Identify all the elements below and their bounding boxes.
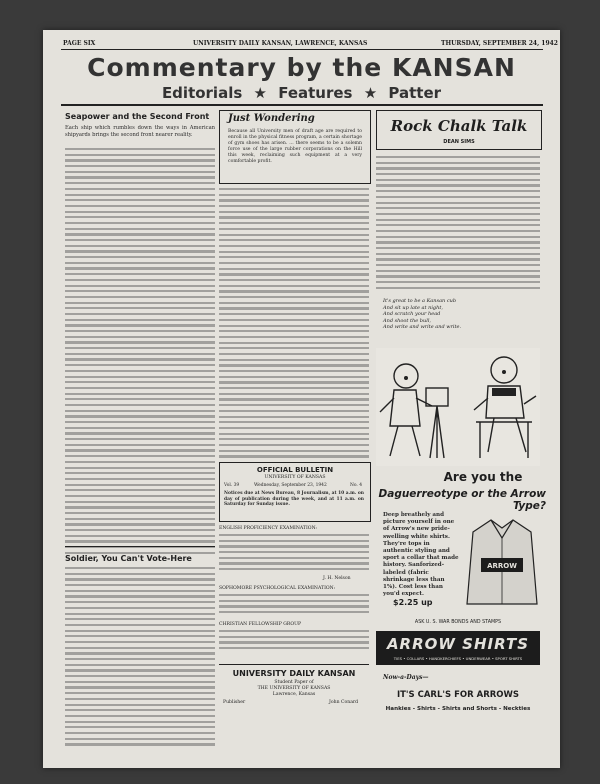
masthead-sections: [43, 84, 560, 102]
ad-headline-2: Daguerreotype or the Arrow Type?: [378, 488, 546, 512]
carls-subline: Hankies - Shirts - Shirts and Shorts - Neckties: [385, 706, 531, 712]
folio-page: PAGE SIX: [63, 40, 96, 47]
ad-copy: Deep breathely and picture yourself in one of Arrow's new pride-swelling white shirts. They're tops in authentic styling and sport a collar that made history. Sanforized-labeled (fabric shrinkage less than 1%). Cost less than you'd expect.: [383, 512, 459, 598]
bulletin-item: SOPHOMORE PSYCHOLOGICAL EXAMINATION:: [219, 586, 336, 591]
folio-paper: UNIVERSITY DAILY KANSAN, LAWRENCE, KANSAS: [193, 40, 368, 47]
star-icon: ★: [363, 84, 378, 102]
just-wondering-text: Because all University men of draft age are required to enroll in the physical fitness program, a certain shortage of gym shoes has arisen. ... there seems to be a solemn force use of the large rubber corporations on the Hill this week, reclaiming such equipment at a very comfortable profit.: [228, 129, 362, 164]
seapower-lead: Each ship which rumbles down the ways in American shipyards brings the second front nearer reality.: [65, 125, 215, 138]
poem-line: And shoot the bull,: [383, 317, 432, 324]
kansan-box: [219, 664, 369, 715]
bulletin-item: ENGLISH PROFICIENCY EXAMINATION:: [219, 526, 317, 531]
poem-line: It's great to be a Kansan cub: [383, 298, 457, 304]
bulletin-note: Notices due at News Bureau, 8 Journalism, at 10 a.m. on day of publication during the week, and at 11 a.m. on Saturday for Sunday issue.: [224, 491, 364, 508]
official-bulletin-box: [219, 462, 371, 522]
publisher-label: Publisher: [223, 700, 246, 705]
bulletin-vol: Vol. 39: [224, 483, 240, 488]
column-divider: [65, 546, 215, 547]
seapower-headline: Seapower and the Second Front: [65, 112, 210, 121]
rock-chalk-body: [376, 156, 540, 293]
ad-headline-1: Are you the: [443, 470, 523, 484]
newspaper-page: [43, 30, 560, 768]
bulletin-body: [219, 630, 369, 653]
rock-chalk-talk-box: [376, 110, 542, 150]
shirt-label: ARROW: [487, 562, 517, 570]
masthead-title: Commentary by the KANSAN: [87, 53, 516, 82]
arrow-ad-illustration: [376, 348, 540, 466]
soldier-headline: Soldier, You Can't Vote-Here: [65, 554, 192, 563]
rock-chalk-poem: [383, 298, 533, 331]
section-editorials: Editorials: [161, 84, 243, 102]
star-icon: ★: [253, 84, 267, 102]
soldier-body: [65, 567, 215, 749]
arrow-shirts-sub: TIES • COLLARS • HANDKERCHIEFS • UNDERWEAR • SPORT SHIRTS: [393, 656, 523, 661]
kansan-title: UNIVERSITY DAILY KANSAN: [232, 669, 356, 678]
arrow-shirts-label: ARROW SHIRTS: [386, 635, 530, 653]
bulletin-date: Wednesday, September 23, 1942: [254, 483, 327, 488]
poem-line: And sit up late at night,: [383, 304, 443, 311]
now-a-days-label: Now-a-Days—: [383, 674, 429, 681]
just-wondering-box: [219, 110, 371, 184]
bulletin-signature: J. H. Nelson: [323, 576, 351, 581]
bulletin-body: [219, 594, 369, 617]
section-features: Features: [278, 84, 353, 102]
kansan-line1: Student Paper of: [274, 680, 314, 685]
carls-headline: IT'S CARL'S FOR ARROWS: [396, 690, 520, 700]
kansan-line2: THE UNIVERSITY OF KANSAS: [257, 686, 331, 691]
war-bonds-line: ASK U. S. WAR BONDS AND STAMPS: [414, 620, 502, 625]
rock-chalk-byline: DEAN SIMS: [443, 139, 475, 145]
section-patter: Patter: [388, 84, 442, 102]
arrow-shirts-banner: [376, 631, 540, 665]
bulletin-item: CHRISTIAN FELLOWSHIP GROUP: [219, 622, 302, 627]
kansan-line3: Lawrence, Kansas: [272, 692, 316, 697]
bulletin-org: UNIVERSITY OF KANSAS: [264, 475, 326, 480]
poem-line: And write and write and write.: [383, 324, 462, 330]
folio-rule: [61, 49, 543, 50]
just-wondering-title: Just Wondering: [228, 113, 315, 124]
masthead-rule: [61, 104, 543, 106]
poem-line: And scratch your head: [383, 311, 441, 317]
folio-date: THURSDAY, SEPTEMBER 24, 1942: [441, 40, 558, 47]
bulletin-title: OFFICIAL BULLETIN: [256, 466, 334, 474]
seapower-body: [65, 148, 215, 558]
publisher-name: John Conard: [329, 700, 359, 705]
bulletin-no: No. 4: [350, 483, 362, 488]
column-2-body: [219, 188, 369, 461]
shirt-illustration: [463, 514, 541, 610]
rock-chalk-title: Rock Chalk Talk: [390, 117, 528, 135]
ad-price: $2.25 up: [393, 598, 433, 607]
bulletin-body: [219, 534, 369, 574]
